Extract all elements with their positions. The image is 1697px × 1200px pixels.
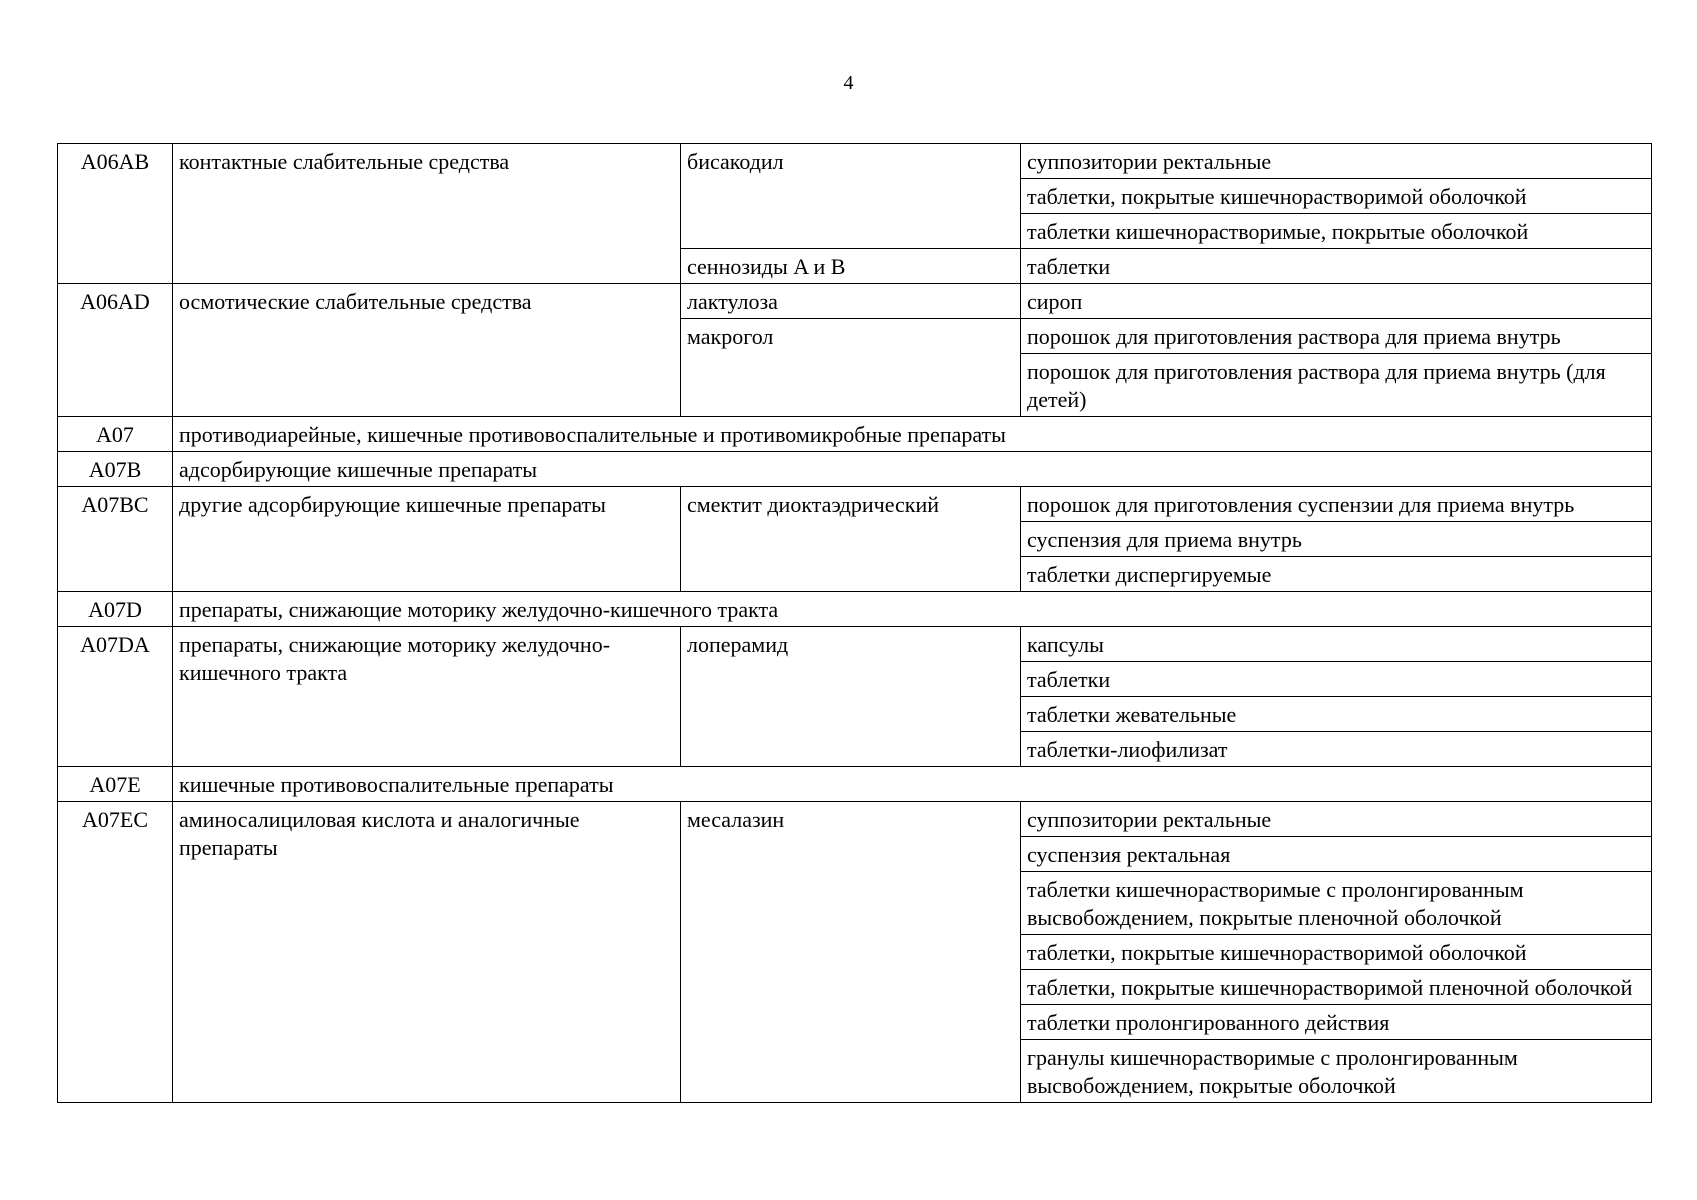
- dosage-form: суппозитории ректальные: [1021, 802, 1652, 837]
- dosage-form: таблетки пролонгированного действия: [1021, 1005, 1652, 1040]
- atc-code: A06AB: [58, 144, 173, 284]
- dosage-form: суспензия ректальная: [1021, 837, 1652, 872]
- table-row: [58, 284, 1652, 319]
- atc-code: A07E: [58, 767, 173, 802]
- group-name: препараты, снижающие моторику желудочно-кишечного тракта: [173, 627, 681, 767]
- table-row: [58, 144, 1652, 179]
- dosage-form: сироп: [1021, 284, 1652, 319]
- drug-table: [57, 143, 1652, 1103]
- group-name: аминосалициловая кислота и аналогичные препараты: [173, 802, 681, 1103]
- dosage-form: порошок для приготовления раствора для приема внутрь: [1021, 319, 1652, 354]
- atc-code: A07EC: [58, 802, 173, 1103]
- atc-code: A07: [58, 417, 173, 452]
- drug-name: смектит диоктаэдрический: [681, 487, 1021, 592]
- dosage-form: таблетки, покрытые кишечнорастворимой оболочкой: [1021, 179, 1652, 214]
- dosage-form: таблетки жевательные: [1021, 697, 1652, 732]
- group-name: противодиарейные, кишечные противовоспалительные и противомикробные препараты: [173, 417, 1652, 452]
- table-row: [58, 627, 1652, 662]
- atc-code: A07D: [58, 592, 173, 627]
- atc-code: A07B: [58, 452, 173, 487]
- group-name: другие адсорбирующие кишечные препараты: [173, 487, 681, 592]
- drug-name: месалазин: [681, 802, 1021, 1103]
- atc-code: A07BC: [58, 487, 173, 592]
- dosage-form: гранулы кишечнорастворимые с пролонгированным высвобождением, покрытые оболочкой: [1021, 1040, 1652, 1103]
- drug-name: бисакодил: [681, 144, 1021, 249]
- drug-name: макрогол: [681, 319, 1021, 417]
- dosage-form: суспензия для приема внутрь: [1021, 522, 1652, 557]
- table-row: [58, 452, 1652, 487]
- atc-code: A07DA: [58, 627, 173, 767]
- group-name: кишечные противовоспалительные препараты: [173, 767, 1652, 802]
- drug-name: сеннозиды A и B: [681, 249, 1021, 284]
- dosage-form: капсулы: [1021, 627, 1652, 662]
- dosage-form: таблетки кишечнорастворимые, покрытые оболочкой: [1021, 214, 1652, 249]
- table-row: [58, 592, 1652, 627]
- dosage-form: таблетки: [1021, 249, 1652, 284]
- dosage-form: таблетки: [1021, 662, 1652, 697]
- dosage-form: таблетки-лиофилизат: [1021, 732, 1652, 767]
- dosage-form: таблетки, покрытые кишечнорастворимой оболочкой: [1021, 935, 1652, 970]
- group-name: осмотические слабительные средства: [173, 284, 681, 417]
- table-row: [58, 767, 1652, 802]
- drug-name: лоперамид: [681, 627, 1021, 767]
- group-name: адсорбирующие кишечные препараты: [173, 452, 1652, 487]
- drug-name: лактулоза: [681, 284, 1021, 319]
- group-name: препараты, снижающие моторику желудочно-кишечного тракта: [173, 592, 1652, 627]
- dosage-form: таблетки кишечнорастворимые с пролонгированным высвобождением, покрытые пленочной оболочкой: [1021, 872, 1652, 935]
- table-row: [58, 487, 1652, 522]
- dosage-form: таблетки, покрытые кишечнорастворимой пленочной оболочкой: [1021, 970, 1652, 1005]
- table-row: [58, 802, 1652, 837]
- dosage-form: порошок для приготовления суспензии для приема внутрь: [1021, 487, 1652, 522]
- dosage-form: порошок для приготовления раствора для приема внутрь (для детей): [1021, 354, 1652, 417]
- dosage-form: суппозитории ректальные: [1021, 144, 1652, 179]
- dosage-form: таблетки диспергируемые: [1021, 557, 1652, 592]
- group-name: контактные слабительные средства: [173, 144, 681, 284]
- table-row: [58, 417, 1652, 452]
- page-number: 4: [843, 72, 854, 94]
- atc-code: A06AD: [58, 284, 173, 417]
